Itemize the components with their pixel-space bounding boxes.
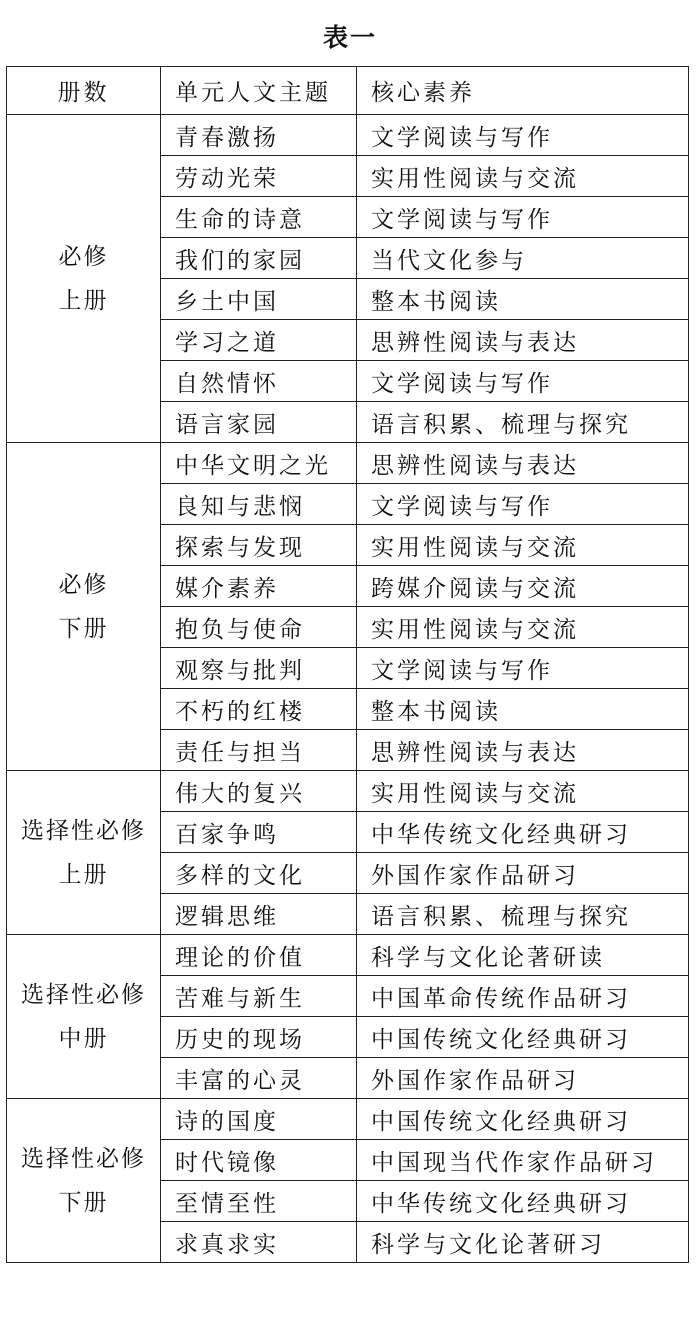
table-row xyxy=(7,443,689,484)
core-cell: 整本书阅读 xyxy=(357,279,689,320)
table-row xyxy=(7,771,689,812)
theme-cell: 观察与批判 xyxy=(161,648,357,689)
core-cell: 科学与文化论著研习 xyxy=(357,1222,689,1263)
theme-cell: 良知与悲悯 xyxy=(161,484,357,525)
core-cell: 实用性阅读与交流 xyxy=(357,607,689,648)
theme-cell: 百家争鸣 xyxy=(161,812,357,853)
theme-cell: 时代镜像 xyxy=(161,1140,357,1181)
core-cell: 实用性阅读与交流 xyxy=(357,771,689,812)
core-cell: 思辨性阅读与表达 xyxy=(357,730,689,771)
volume-cell xyxy=(7,1099,161,1263)
core-cell: 整本书阅读 xyxy=(357,689,689,730)
theme-cell: 学习之道 xyxy=(161,320,357,361)
theme-cell: 抱负与使命 xyxy=(161,607,357,648)
volume-cell xyxy=(7,771,161,935)
table-row xyxy=(7,115,689,156)
table-row xyxy=(7,935,689,976)
theme-cell: 自然情怀 xyxy=(161,361,357,402)
theme-cell: 语言家园 xyxy=(161,402,357,443)
volume-line: 中册 xyxy=(58,1025,109,1052)
core-cell: 科学与文化论著研读 xyxy=(357,935,689,976)
theme-cell: 逻辑思维 xyxy=(161,894,357,935)
core-cell: 语言积累、梳理与探究 xyxy=(357,402,689,443)
header-theme: 单元人文主题 xyxy=(161,67,357,115)
volume-line: 下册 xyxy=(58,1189,109,1216)
theme-cell: 多样的文化 xyxy=(161,853,357,894)
volume-line: 上册 xyxy=(58,287,109,314)
theme-cell: 探索与发现 xyxy=(161,525,357,566)
core-cell: 实用性阅读与交流 xyxy=(357,525,689,566)
theme-cell: 历史的现场 xyxy=(161,1017,357,1058)
volume-line: 上册 xyxy=(58,861,109,888)
core-cell: 当代文化参与 xyxy=(357,238,689,279)
theme-cell: 至情至性 xyxy=(161,1181,357,1222)
header-core: 核心素养 xyxy=(357,67,689,115)
theme-cell: 我们的家园 xyxy=(161,238,357,279)
header-volume: 册数 xyxy=(7,67,161,115)
table-row xyxy=(7,1099,689,1140)
core-cell: 文学阅读与写作 xyxy=(357,484,689,525)
theme-cell: 诗的国度 xyxy=(161,1099,357,1140)
theme-cell: 丰富的心灵 xyxy=(161,1058,357,1099)
theme-cell: 理论的价值 xyxy=(161,935,357,976)
theme-cell: 中华文明之光 xyxy=(161,443,357,484)
core-cell: 文学阅读与写作 xyxy=(357,197,689,238)
curriculum-table xyxy=(6,66,689,1263)
core-cell: 中国现当代作家作品研习 xyxy=(357,1140,689,1181)
theme-cell: 不朽的红楼 xyxy=(161,689,357,730)
volume-line: 选择性必修 xyxy=(21,1145,146,1172)
core-cell: 跨媒介阅读与交流 xyxy=(357,566,689,607)
core-cell: 中华传统文化经典研习 xyxy=(357,812,689,853)
volume-line: 下册 xyxy=(58,615,109,642)
core-cell: 中国革命传统作品研习 xyxy=(357,976,689,1017)
theme-cell: 求真求实 xyxy=(161,1222,357,1263)
core-cell: 中国传统文化经典研习 xyxy=(357,1017,689,1058)
core-cell: 实用性阅读与交流 xyxy=(357,156,689,197)
volume-line: 选择性必修 xyxy=(21,981,146,1008)
theme-cell: 媒介素养 xyxy=(161,566,357,607)
theme-cell: 青春激扬 xyxy=(161,115,357,156)
core-cell: 外国作家作品研习 xyxy=(357,1058,689,1099)
theme-cell: 生命的诗意 xyxy=(161,197,357,238)
volume-line: 必修 xyxy=(58,243,109,270)
volume-cell xyxy=(7,935,161,1099)
core-cell: 文学阅读与写作 xyxy=(357,115,689,156)
core-cell: 中华传统文化经典研习 xyxy=(357,1181,689,1222)
core-cell: 思辨性阅读与表达 xyxy=(357,320,689,361)
volume-cell xyxy=(7,443,161,771)
table-title: 表一 xyxy=(322,23,377,52)
core-cell: 语言积累、梳理与探究 xyxy=(357,894,689,935)
header-row xyxy=(7,67,689,115)
theme-cell: 劳动光荣 xyxy=(161,156,357,197)
core-cell: 中国传统文化经典研习 xyxy=(357,1099,689,1140)
theme-cell: 责任与担当 xyxy=(161,730,357,771)
table-body xyxy=(7,115,689,1263)
theme-cell: 乡土中国 xyxy=(161,279,357,320)
volume-line: 必修 xyxy=(58,571,109,598)
volume-line: 选择性必修 xyxy=(21,817,146,844)
core-cell: 文学阅读与写作 xyxy=(357,648,689,689)
volume-cell xyxy=(7,115,161,443)
core-cell: 文学阅读与写作 xyxy=(357,361,689,402)
core-cell: 思辨性阅读与表达 xyxy=(357,443,689,484)
theme-cell: 伟大的复兴 xyxy=(161,771,357,812)
theme-cell: 苦难与新生 xyxy=(161,976,357,1017)
core-cell: 外国作家作品研习 xyxy=(357,853,689,894)
